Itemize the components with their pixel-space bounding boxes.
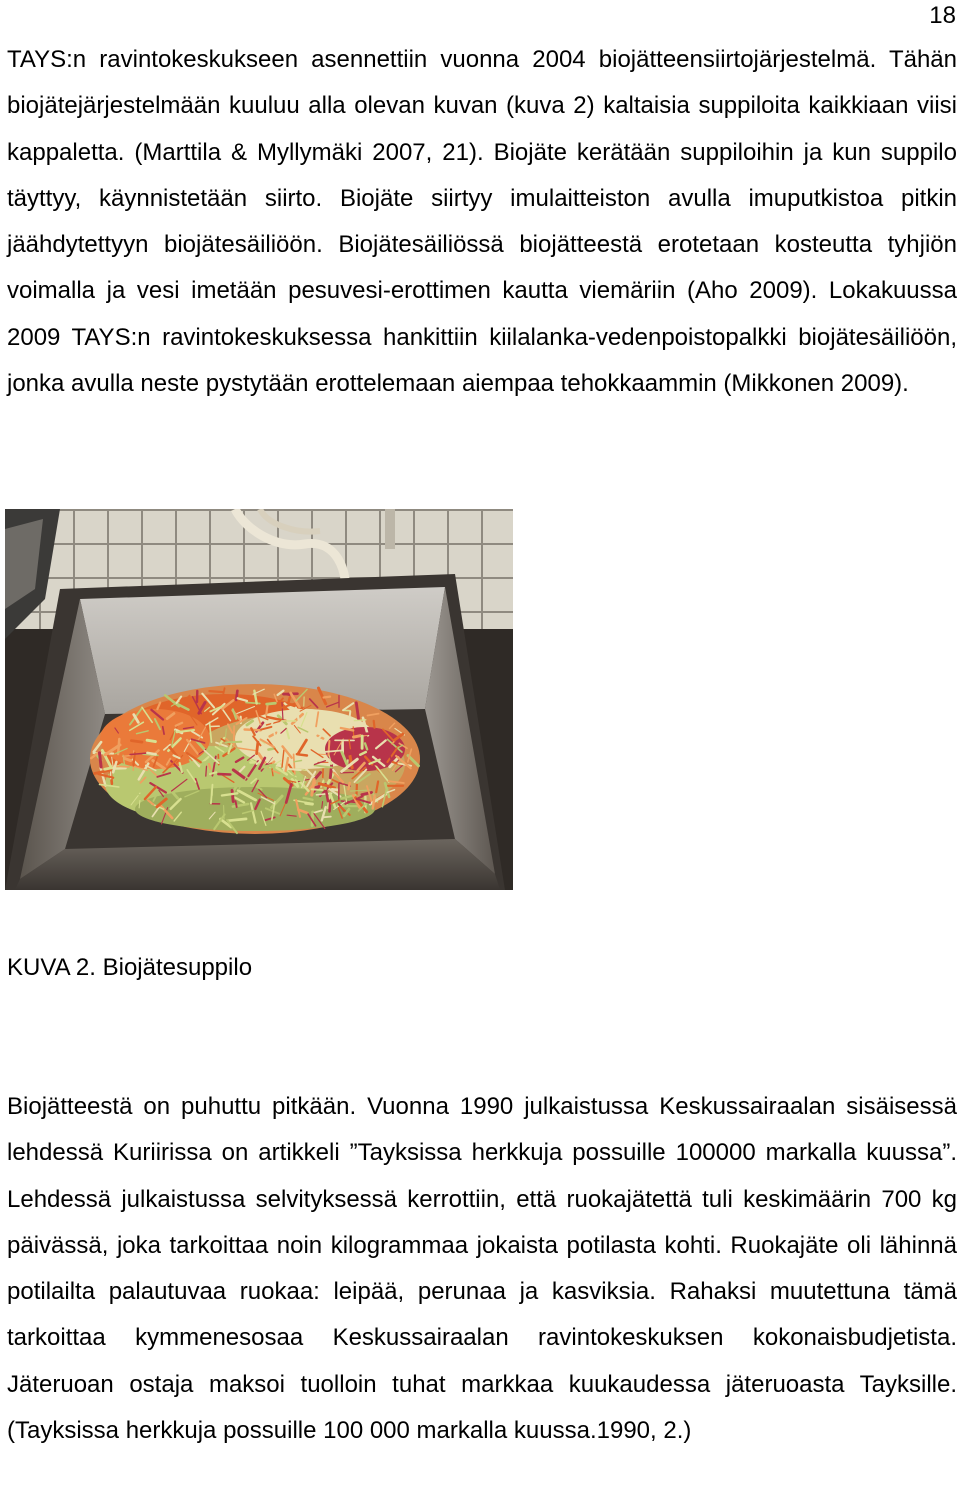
waste-shred	[147, 740, 155, 741]
waste-shred	[332, 789, 338, 790]
waste-shred	[374, 721, 375, 728]
paragraph-biowaste-system: TAYS:n ravintokeskukseen asennettiin vuonna 2004 biojätteensiirtojärjestelmä. Tähän biojätejärjestelmään kuuluu alla olevan kuvan (kuva 2) kaltaisia suppiloita kaikkiaan viisi kappaletta. (Marttila & Myllymäki 2007, 21). Biojäte kerätään suppiloihin ja kun suppilo täyttyy, käynnistetään siirto. Biojäte siirtyy imulaitteiston avulla imuputkistoa pitkin jäähdytettyyn biojätesäiliöön. Biojätesäiliössä biojätteestä erotetaan kosteutta tyhjiön voimalla ja vesi imetään pesuvesi-erottimen kautta viemäriin (Aho 2009). Lokakuussa 2009 TAYS:n ravintokeskuksessa hankittiin kiilalanka-vedenpoistopalkki biojätesäiliöön, jonka avulla neste pystytään erottelemaan aiempaa tehokkaammin (Mikkonen 2009).	[7, 46, 957, 398]
waste-shred	[297, 754, 307, 755]
waste-shred	[236, 801, 237, 807]
figure-biowaste-hopper-photo	[5, 509, 513, 890]
waste-shred	[123, 756, 131, 757]
waste-shred	[312, 812, 313, 825]
waste-shred	[100, 753, 102, 767]
waste-shred	[266, 706, 267, 715]
waste-shred	[125, 758, 131, 760]
waste-shred	[328, 741, 329, 756]
waste-shred	[324, 697, 331, 698]
waste-shred	[348, 783, 349, 789]
page-number: 18	[929, 2, 956, 29]
waste-shred	[147, 753, 155, 754]
waste-shred	[362, 733, 379, 734]
waste-shred	[206, 766, 207, 776]
waste-shred	[226, 742, 241, 743]
waste-shred	[209, 691, 223, 692]
waste-shred	[353, 727, 354, 737]
waste-shred	[228, 819, 246, 821]
waste-shred	[267, 703, 276, 704]
waste-shred	[294, 754, 295, 773]
waste-shred	[232, 790, 233, 801]
waste-shred	[326, 791, 328, 801]
figure-caption: KUVA 2. Biojätesuppilo	[7, 954, 253, 981]
waste-shred	[312, 789, 323, 790]
waste-shred	[131, 741, 142, 743]
waste-shred	[323, 817, 331, 818]
paragraph-biowaste-history: Biojätteestä on puhuttu pitkään. Vuonna 1990 julkaistussa Keskussairaalan sisäisessä lehdessä Kuriirissa on artikkeli ”Tayksissa herkkuja possuille 100000 markalla kuussa”. Lehdessä julkaistussa selvityksessä kerrottiin, että ruokajätettä tuli keskimäärin 700 kg päivässä, joka tarkoittaa noin kilogrammaa jokaista potilasta kohti. Ruokajäte oli lähinnä potilailta palautuvaa ruokaa: leipää, perunaa ja kasviksia. Rahaksi muutettuna tämä tarkoittaa kymmenesosaa Keskussairaalan ravintokeskuksen kokonaisbudjetista. Jäteruoan ostaja maksoi tuolloin tuhat markkaa kuukaudessa jäteruoasta Tayksille. (Tayksissa herkkuja possuille 100 000 markalla kuussa.1990, 2.)	[7, 1093, 957, 1445]
waste-shred	[330, 801, 331, 812]
waste-shred	[354, 720, 366, 721]
hopper-photo-illustration	[5, 509, 513, 890]
waste-shred	[257, 742, 258, 754]
